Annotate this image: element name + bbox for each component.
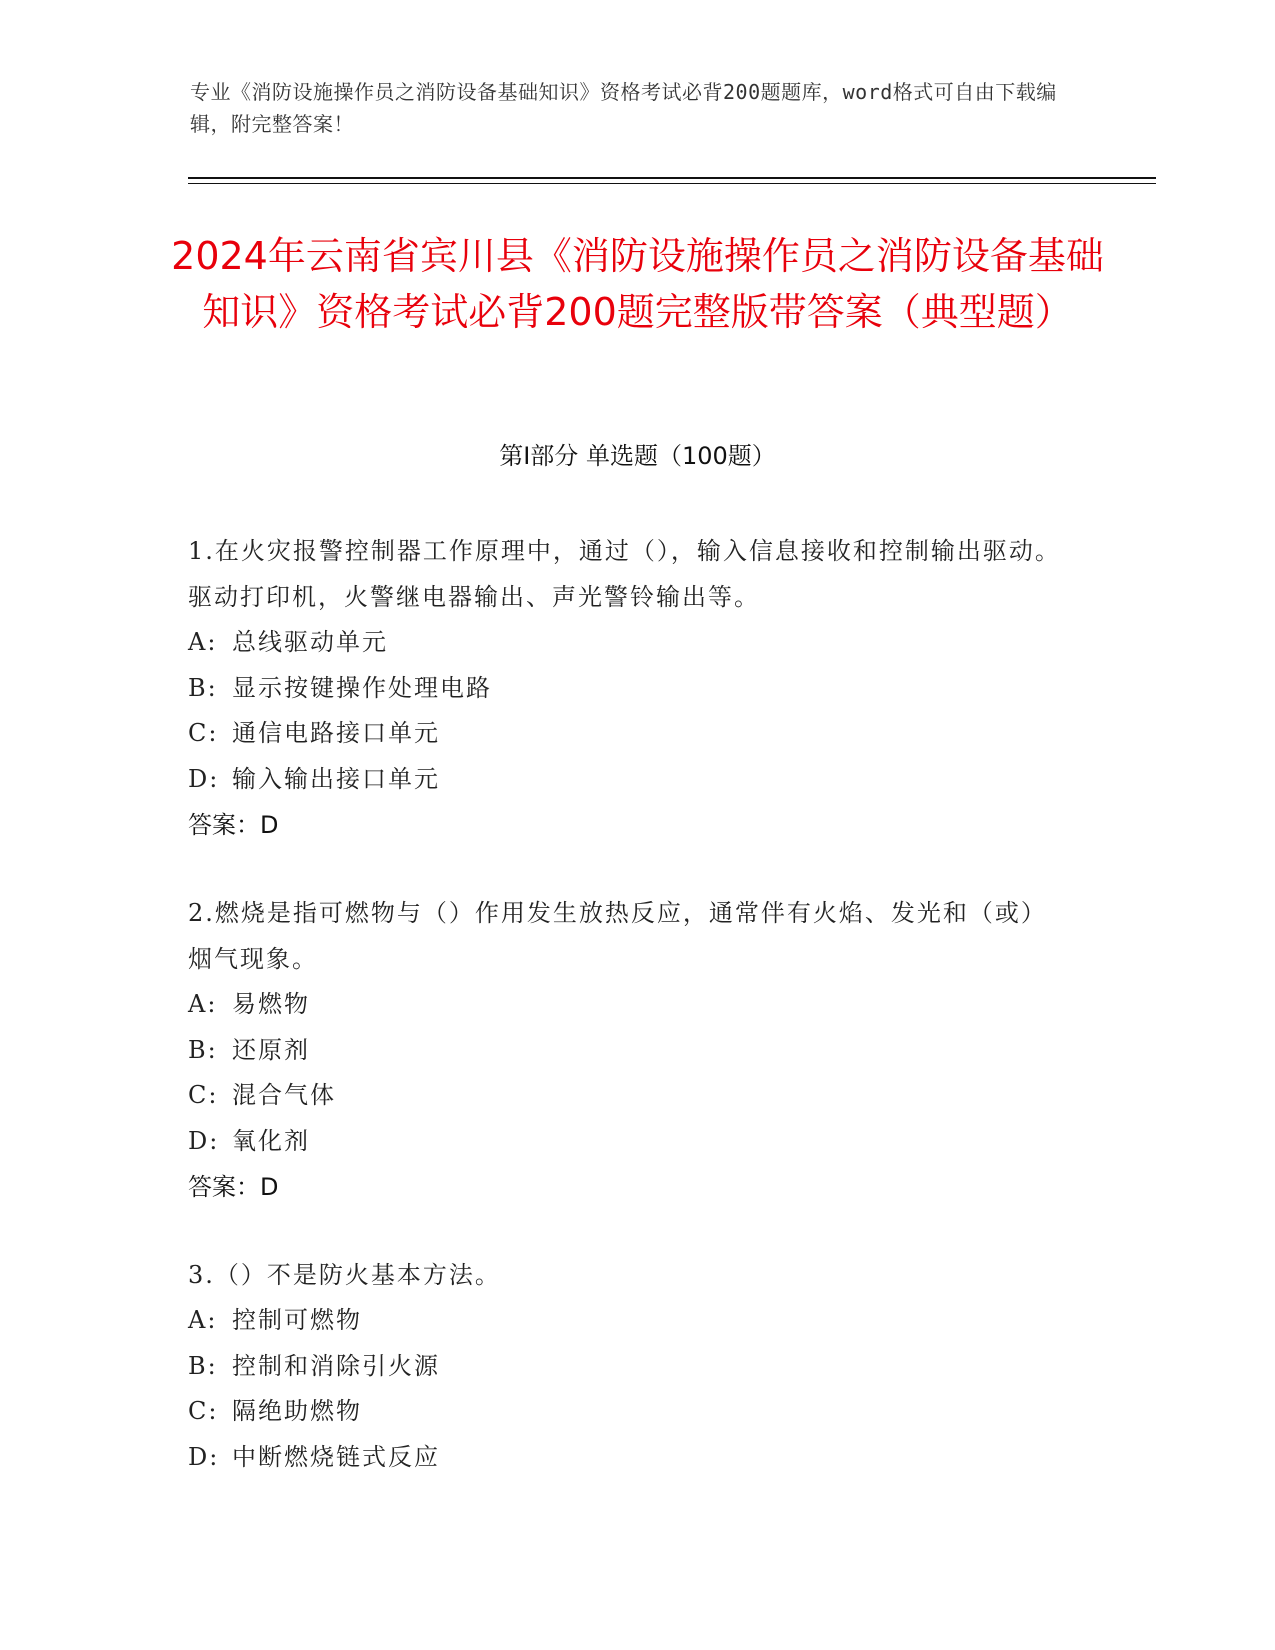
option-key: A:: [188, 628, 218, 656]
option-text: 控制和消除引火源: [232, 1351, 440, 1380]
question-1: [188, 528, 1068, 848]
header-rule-thick: [188, 177, 1156, 179]
document-title: 2024年云南省宾川县《消防设施操作员之消防设备基础知识》资格考试必背200题完整版带答案（典型题）: [171, 234, 1104, 334]
option-text: 控制可燃物: [232, 1306, 362, 1334]
question-3: [188, 1252, 1068, 1480]
option-text: 氧化剂: [232, 1126, 310, 1155]
option-text: 易燃物: [232, 990, 310, 1018]
question-2: [188, 890, 1068, 1210]
option-key: B:: [188, 673, 218, 702]
option-key: C:: [188, 1081, 219, 1109]
option-c: [188, 1073, 1068, 1119]
option-key: C:: [188, 1397, 219, 1425]
option-key: C:: [188, 719, 219, 747]
option-c: [188, 1389, 1068, 1435]
question-stem: 1.在火灾报警控制器工作原理中，通过（），输入信息接收和控制输出驱动。驱动打印机，火警继电器输出、声光警铃输出等。: [188, 537, 1061, 611]
option-text: 隔绝助燃物: [232, 1397, 362, 1425]
option-a: [188, 982, 1068, 1028]
option-key: A:: [188, 1306, 218, 1334]
header-rule-thin: [188, 183, 1156, 184]
option-a: [188, 1298, 1068, 1344]
option-key: B:: [188, 1035, 218, 1064]
option-text: 还原剂: [232, 1035, 310, 1064]
option-key: B:: [188, 1351, 218, 1380]
option-text: 总线驱动单元: [232, 628, 388, 656]
option-b: [188, 666, 1068, 712]
option-key: A:: [188, 990, 218, 1018]
option-b: [188, 1028, 1068, 1074]
option-b: [188, 1344, 1068, 1390]
option-text: 通信电路接口单元: [232, 719, 440, 747]
answer-line: 答案：D: [188, 811, 279, 839]
option-d: [188, 1119, 1068, 1165]
question-stem: 3.（）不是防火基本方法。: [188, 1261, 501, 1289]
question-stem: 2.燃烧是指可燃物与（）作用发生放热反应，通常伴有火焰、发光和（或）烟气现象。: [188, 899, 1047, 973]
option-d: [188, 1435, 1068, 1481]
option-key: D:: [188, 764, 220, 793]
answer-line: 答案：D: [188, 1173, 279, 1201]
option-text: 显示按键操作处理电路: [232, 673, 492, 702]
option-text: 输入输出接口单元: [232, 764, 440, 793]
option-key: D:: [188, 1442, 220, 1471]
header-note: 专业《消防设施操作员之消防设备基础知识》资格考试必背200题题库，word格式可自由下载编辑，附完整答案！: [190, 80, 1057, 136]
option-c: [188, 711, 1068, 757]
option-text: 混合气体: [232, 1081, 336, 1109]
option-text: 中断燃烧链式反应: [232, 1442, 440, 1471]
section-heading: 第I部分 单选题（100题）: [499, 442, 776, 470]
question-list: [188, 528, 1068, 1522]
option-a: [188, 620, 1068, 666]
option-key: D:: [188, 1126, 220, 1155]
option-d: [188, 757, 1068, 803]
